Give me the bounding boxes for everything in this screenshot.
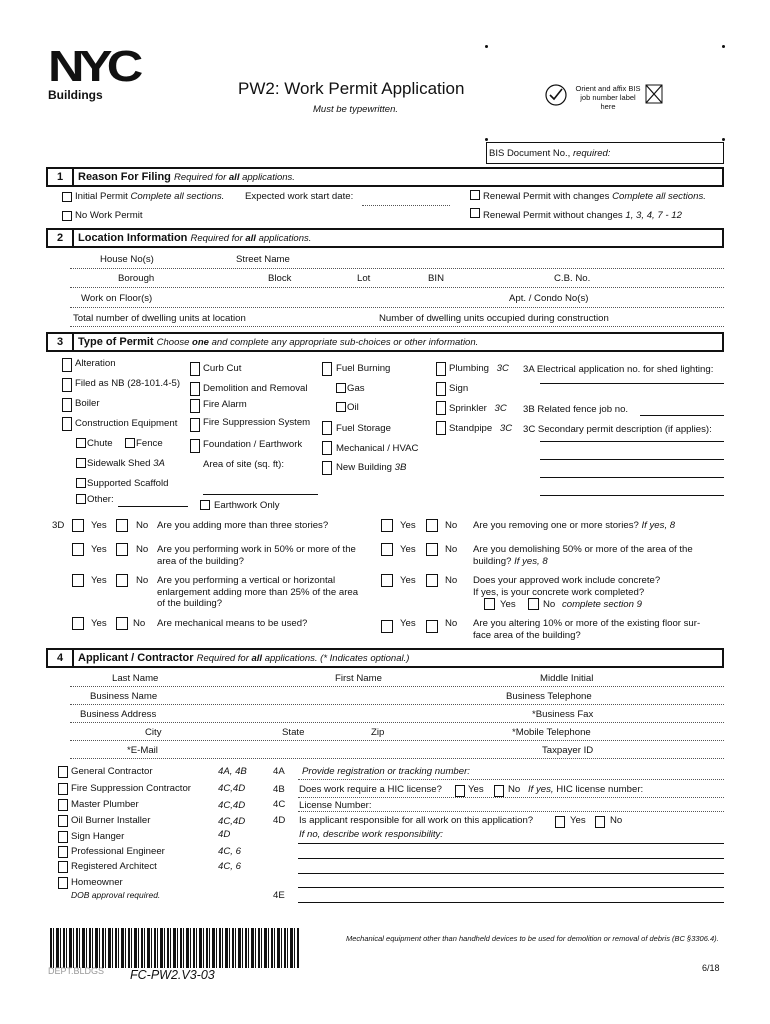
no-work-permit-checkbox[interactable] — [62, 211, 72, 221]
borough-block-input[interactable] — [70, 287, 724, 288]
oil-label: Oil — [347, 402, 359, 413]
renewal-without-checkbox[interactable] — [470, 208, 480, 218]
last-name-label: Last Name — [112, 673, 159, 684]
sprinkler-checkbox[interactable] — [436, 401, 446, 415]
registered-architect-checkbox[interactable] — [58, 861, 68, 873]
construction-equipment-checkbox[interactable] — [62, 417, 72, 431]
fuel-burning-label: Fuel Burning — [336, 363, 391, 374]
secondary-permit-label: 3C Secondary permit description (if applies): — [523, 424, 712, 435]
q3-no-checkbox[interactable] — [116, 574, 128, 587]
q2-text: Are you performing work in 50% or more of the area of the building? — [157, 544, 356, 567]
alteration-label: Alteration — [75, 358, 116, 369]
fence-checkbox[interactable] — [125, 438, 135, 448]
section-note-end: applications. — [264, 653, 318, 664]
section-note-all: all — [251, 653, 263, 664]
mechanical-note: Mechanical equipment other than handheld devices to be used for demolition or removal of debris (BC §3306.4). — [346, 934, 719, 943]
standpipe-label: Standpipe 3C — [449, 423, 513, 434]
section-note-one: one — [192, 337, 209, 348]
sign-hanger-label: Sign Hanger — [71, 831, 125, 842]
alteration-checkbox[interactable] — [62, 358, 72, 372]
fence-job-input[interactable] — [640, 415, 724, 416]
registered-architect-label: Registered Architect — [71, 861, 157, 872]
section-number: 3 — [48, 334, 74, 350]
4c-label: 4C — [273, 799, 286, 810]
r3-no-checkbox[interactable] — [426, 574, 438, 587]
city-input[interactable] — [70, 740, 724, 741]
corner-mark — [722, 45, 725, 48]
borough-label: Borough — [118, 273, 155, 284]
supported-scaffold-checkbox[interactable] — [76, 478, 86, 488]
4a-text: Provide registration or tracking number: — [302, 766, 470, 777]
r1-yes-label: Yes — [400, 520, 416, 531]
section-number: 1 — [48, 169, 74, 185]
page-title: PW2: Work Permit Application — [238, 79, 465, 98]
business-telephone-label: Business Telephone — [506, 691, 592, 702]
corner-mark — [485, 138, 488, 141]
section-number: 2 — [48, 230, 74, 246]
middle-initial-label: Middle Initial — [540, 673, 594, 684]
page-subtitle: Must be typewritten. — [313, 104, 399, 115]
section-note: Required for — [173, 172, 227, 183]
hic-license-input[interactable] — [298, 797, 724, 798]
sign-hanger-code: 4D — [218, 829, 231, 840]
q1-yes-checkbox[interactable] — [72, 519, 84, 532]
master-plumber-code: 4C,4D — [218, 800, 246, 811]
license-number-input[interactable] — [298, 811, 724, 812]
fire-suppression-contractor-code: 4C,4D — [218, 783, 246, 794]
r4-no-checkbox[interactable] — [426, 620, 438, 633]
hic-license-label: If yes, HIC license number: — [528, 784, 644, 795]
corner-mark — [722, 138, 725, 141]
units-total-label: Total number of dwelling units at location — [73, 313, 246, 324]
general-contractor-checkbox[interactable] — [58, 766, 68, 778]
4b-label: 4B — [273, 784, 285, 795]
new-building-label: New Building 3B — [336, 462, 407, 473]
q3-no-label: No — [136, 575, 149, 586]
section-title: Reason For Filing — [78, 171, 171, 183]
4d-label: 4D — [273, 815, 286, 826]
concrete-no-checkbox[interactable] — [528, 598, 539, 610]
apt-condo-label: Apt. / Condo No(s) — [509, 293, 589, 304]
floors-input[interactable] — [70, 307, 724, 308]
nyc-logo: NYC — [48, 42, 138, 91]
section-1-header — [46, 167, 724, 187]
q4-yes-label: Yes — [91, 618, 107, 629]
city-label: City — [145, 727, 162, 738]
r2-text: Are you demolishing 50% or more of the area of the building? If yes, 8 — [473, 544, 693, 567]
fire-suppression-label: Fire Suppression System — [203, 417, 311, 428]
section-note-end: applications. — [258, 233, 312, 244]
section-note-end: applications. — [242, 172, 295, 183]
email-input[interactable] — [70, 758, 724, 759]
plumbing-label: Plumbing 3C — [449, 363, 509, 374]
no-label-icon — [644, 83, 664, 105]
4b-text: Does work require a HIC license? — [299, 784, 442, 795]
q2-no-label: No — [136, 544, 149, 555]
filed-nb-label: Filed as NB (28-101.4-5) — [75, 378, 181, 389]
q1-yes-label: Yes — [91, 520, 107, 531]
responsibility-line[interactable] — [298, 843, 724, 844]
email-label: *E-Mail — [127, 745, 158, 756]
construction-equipment-label: Construction Equipment — [75, 418, 178, 429]
responsible-no-checkbox[interactable] — [595, 816, 605, 828]
r1-text: Are you removing one or more stories? If yes, 8 — [473, 520, 676, 531]
area-site-label: Area of site (sq. ft): — [203, 459, 285, 470]
hic-no-checkbox[interactable] — [494, 785, 504, 797]
sign-label: Sign — [449, 383, 469, 394]
secondary-permit-line[interactable] — [540, 477, 724, 478]
first-name-label: First Name — [335, 673, 382, 684]
r3-no-label: No — [445, 575, 458, 586]
mobile-telephone-label: *Mobile Telephone — [512, 727, 591, 738]
taxpayer-id-label: Taxpayer ID — [542, 745, 594, 756]
fence-label: Fence — [136, 438, 163, 449]
other-input[interactable] — [118, 506, 188, 507]
section-number: 4 — [48, 650, 74, 666]
q2-yes-label: Yes — [91, 544, 107, 555]
standpipe-checkbox[interactable] — [436, 421, 446, 435]
sidewalk-shed-checkbox[interactable] — [76, 458, 86, 468]
plumbing-checkbox[interactable] — [436, 362, 446, 376]
initial-permit-label: Initial Permit Complete all sections. — [75, 191, 225, 202]
r1-yes-checkbox[interactable] — [381, 519, 393, 532]
general-contractor-label: General Contractor — [71, 766, 153, 777]
units-occupied-label: Number of dwelling units occupied during construction — [379, 313, 609, 324]
q1-text: Are you adding more than three stories? — [157, 520, 329, 531]
fire-suppression-checkbox[interactable] — [190, 418, 200, 432]
bis-document-box[interactable] — [486, 142, 724, 164]
4e-input[interactable] — [298, 902, 724, 903]
new-building-checkbox[interactable] — [322, 461, 332, 475]
q4-text: Are mechanical means to be used? — [157, 618, 308, 629]
professional-engineer-code: 4C, 6 — [218, 846, 241, 857]
r1-no-label: No — [445, 520, 458, 531]
work-floors-label: Work on Floor(s) — [81, 293, 153, 304]
hic-yes-label: Yes — [468, 784, 484, 795]
renewal-changes-checkbox[interactable] — [470, 190, 480, 200]
r4-yes-checkbox[interactable] — [381, 620, 393, 633]
q3-text: Are you performing a vertical or horizontal enlargement adding more than 25% of the area of the building? — [157, 575, 359, 609]
section-note: Choose — [156, 337, 190, 348]
zip-label: Zip — [371, 727, 385, 738]
sprinkler-label: Sprinkler 3C — [449, 403, 507, 414]
section-note: Required for — [196, 653, 249, 664]
fuel-storage-checkbox[interactable] — [322, 421, 332, 435]
fire-suppression-contractor-label: Fire Suppression Contractor — [71, 783, 191, 794]
q3-yes-label: Yes — [91, 575, 107, 586]
other-label: Other: — [87, 494, 114, 505]
section-4-header — [46, 648, 724, 668]
foundation-checkbox[interactable] — [190, 439, 200, 453]
4d-text: Is applicant responsible for all work on this application? — [299, 815, 534, 826]
no-work-permit-label: No Work Permit — [75, 210, 143, 221]
business-name-input[interactable] — [70, 704, 724, 705]
filed-nb-checkbox[interactable] — [62, 378, 72, 392]
sign-checkbox[interactable] — [436, 382, 446, 396]
initial-permit-checkbox[interactable] — [62, 192, 72, 202]
business-address-label: Business Address — [80, 709, 157, 720]
concrete-yes-checkbox[interactable] — [484, 598, 495, 610]
4d-describe-text: If no, describe work responsibility: — [299, 829, 443, 840]
q4-no-checkbox[interactable] — [116, 617, 128, 630]
homeowner-label: Homeowner — [71, 877, 123, 888]
units-input[interactable] — [70, 326, 724, 327]
section-note-optional: (* Indicates optional.) — [320, 653, 410, 664]
sign-hanger-checkbox[interactable] — [58, 831, 68, 843]
master-plumber-checkbox[interactable] — [58, 799, 68, 811]
name-input[interactable] — [70, 686, 724, 687]
r2-yes-checkbox[interactable] — [381, 543, 393, 556]
mechanical-label: Mechanical / HVAC — [336, 443, 419, 454]
4c-text: License Number: — [299, 800, 372, 811]
q4-no-label: No — [133, 618, 146, 629]
start-date-label: Expected work start date: — [245, 191, 354, 202]
q3-yes-checkbox[interactable] — [72, 574, 84, 587]
professional-engineer-checkbox[interactable] — [58, 846, 68, 858]
master-plumber-label: Master Plumber — [71, 799, 139, 810]
responsible-yes-label: Yes — [570, 815, 586, 826]
section-title: Location Information — [78, 232, 188, 244]
q4-yes-checkbox[interactable] — [72, 617, 84, 630]
q1-no-label: No — [136, 520, 149, 531]
business-fax-label: *Business Fax — [532, 709, 594, 720]
dept-label: DEPT.BLDGS — [48, 966, 105, 976]
r2-yes-label: Yes — [400, 544, 416, 555]
fire-suppression-contractor-checkbox[interactable] — [58, 783, 68, 795]
section-3d-label: 3D — [52, 520, 65, 531]
lot-label: Lot — [357, 273, 371, 284]
concrete-no-label: No complete section 9 — [543, 599, 642, 610]
responsibility-line[interactable] — [298, 858, 724, 859]
4a-label: 4A — [273, 766, 285, 777]
general-contractor-code: 4A, 4B — [218, 766, 247, 777]
chute-label: Chute — [87, 438, 113, 449]
q2-yes-checkbox[interactable] — [72, 543, 84, 556]
electrical-shed-input[interactable] — [540, 383, 724, 384]
r2-no-label: No — [445, 544, 458, 555]
q1-no-checkbox[interactable] — [116, 519, 128, 532]
registration-input[interactable] — [298, 779, 724, 780]
oil-burner-code: 4C,4D — [218, 816, 246, 827]
gas-checkbox[interactable] — [336, 383, 346, 393]
oil-burner-label: Oil Burner Installer — [71, 815, 151, 826]
section-note: Required for — [190, 233, 243, 244]
hic-no-label: No — [508, 784, 521, 795]
r1-no-checkbox[interactable] — [426, 519, 438, 532]
start-date-input[interactable] — [362, 205, 450, 206]
street-name-label: Street Name — [236, 254, 290, 265]
corner-mark — [485, 45, 488, 48]
demolition-checkbox[interactable] — [190, 382, 200, 396]
section-2-header — [46, 228, 724, 248]
r3-text: Does your approved work include concrete? If yes, is your concrete work completed? — [473, 575, 661, 598]
r3-yes-checkbox[interactable] — [381, 574, 393, 587]
r4-yes-label: Yes — [400, 618, 416, 629]
secondary-permit-line[interactable] — [540, 459, 724, 460]
fire-alarm-label: Fire Alarm — [203, 399, 247, 410]
r2-no-checkbox[interactable] — [426, 543, 438, 556]
hic-yes-checkbox[interactable] — [455, 785, 465, 797]
secondary-permit-line[interactable] — [540, 495, 724, 496]
cb-no-label: C.B. No. — [554, 273, 591, 284]
demolition-label: Demolition and Removal — [203, 383, 308, 394]
bin-label: BIN — [428, 273, 444, 284]
q2-no-checkbox[interactable] — [116, 543, 128, 556]
fence-job-label: 3B Related fence job no. — [523, 404, 629, 415]
section-note-all: all — [228, 172, 240, 183]
section-title: Applicant / Contractor — [78, 652, 194, 664]
page-number: 6/18 — [702, 963, 720, 973]
block-label: Block — [268, 273, 292, 284]
fire-alarm-checkbox[interactable] — [190, 399, 200, 413]
homeowner-checkbox[interactable] — [58, 877, 68, 889]
fuel-burning-checkbox[interactable] — [322, 362, 332, 376]
secondary-permit-line[interactable] — [540, 441, 724, 442]
responsibility-line[interactable] — [298, 873, 724, 874]
renewal-without-label: Renewal Permit without changes 1, 3, 4, 7 - 12 — [483, 210, 682, 221]
oil-checkbox[interactable] — [336, 402, 346, 412]
r4-text: Are you altering 10% or more of the existing floor sur- face area of the building? — [473, 618, 701, 641]
section-title: Type of Permit — [78, 336, 154, 348]
fuel-storage-label: Fuel Storage — [336, 423, 391, 434]
curb-cut-checkbox[interactable] — [190, 362, 200, 376]
bis-label-note: Orient and affix BIS job number label here — [575, 84, 641, 111]
responsible-no-label: No — [610, 815, 623, 826]
concrete-yes-label: Yes — [500, 599, 516, 610]
renewal-changes-label: Renewal Permit with changes Complete all sections. — [483, 191, 706, 202]
foundation-label: Foundation / Earthwork — [203, 439, 303, 450]
area-site-input[interactable] — [203, 494, 318, 495]
business-name-label: Business Name — [90, 691, 158, 702]
check-circle-icon — [544, 83, 568, 107]
logo-subtitle: Buildings — [48, 88, 103, 102]
bis-doc-label: BIS Document No., — [489, 148, 571, 159]
responsible-yes-checkbox[interactable] — [555, 816, 565, 828]
r4-no-label: No — [445, 618, 458, 629]
section-3-header — [46, 332, 724, 352]
responsibility-line[interactable] — [298, 887, 724, 888]
house-street-input[interactable] — [70, 268, 724, 269]
form-code: FC-PW2.V3-03 — [130, 968, 215, 982]
other-checkbox[interactable] — [76, 494, 86, 504]
boiler-label: Boiler — [75, 398, 100, 409]
house-no-label: House No(s) — [100, 254, 154, 265]
boiler-checkbox[interactable] — [62, 398, 72, 412]
business-address-input[interactable] — [70, 722, 724, 723]
gas-label: Gas — [347, 383, 365, 394]
earthwork-only-checkbox[interactable] — [200, 500, 210, 510]
barcode — [50, 928, 300, 968]
curb-cut-label: Curb Cut — [203, 363, 242, 374]
earthwork-only-label: Earthwork Only — [214, 500, 280, 511]
dob-approval-note: DOB approval required. — [71, 890, 161, 900]
state-label: State — [282, 727, 305, 738]
sidewalk-shed-label: Sidewalk Shed 3A — [87, 458, 165, 469]
section-note-all: all — [245, 233, 256, 244]
chute-checkbox[interactable] — [76, 438, 86, 448]
supported-scaffold-label: Supported Scaffold — [87, 478, 169, 489]
bis-doc-required: required: — [572, 148, 611, 159]
professional-engineer-label: Professional Engineer — [71, 846, 165, 857]
section-note-end: and complete any appropriate sub-choices or other information. — [211, 337, 479, 348]
oil-burner-checkbox[interactable] — [58, 815, 68, 827]
4e-label: 4E — [273, 890, 285, 901]
electrical-shed-label: 3A Electrical application no. for shed lighting: — [523, 364, 714, 375]
mechanical-checkbox[interactable] — [322, 441, 332, 455]
r3-yes-label: Yes — [400, 575, 416, 586]
registered-architect-code: 4C, 6 — [218, 861, 241, 872]
